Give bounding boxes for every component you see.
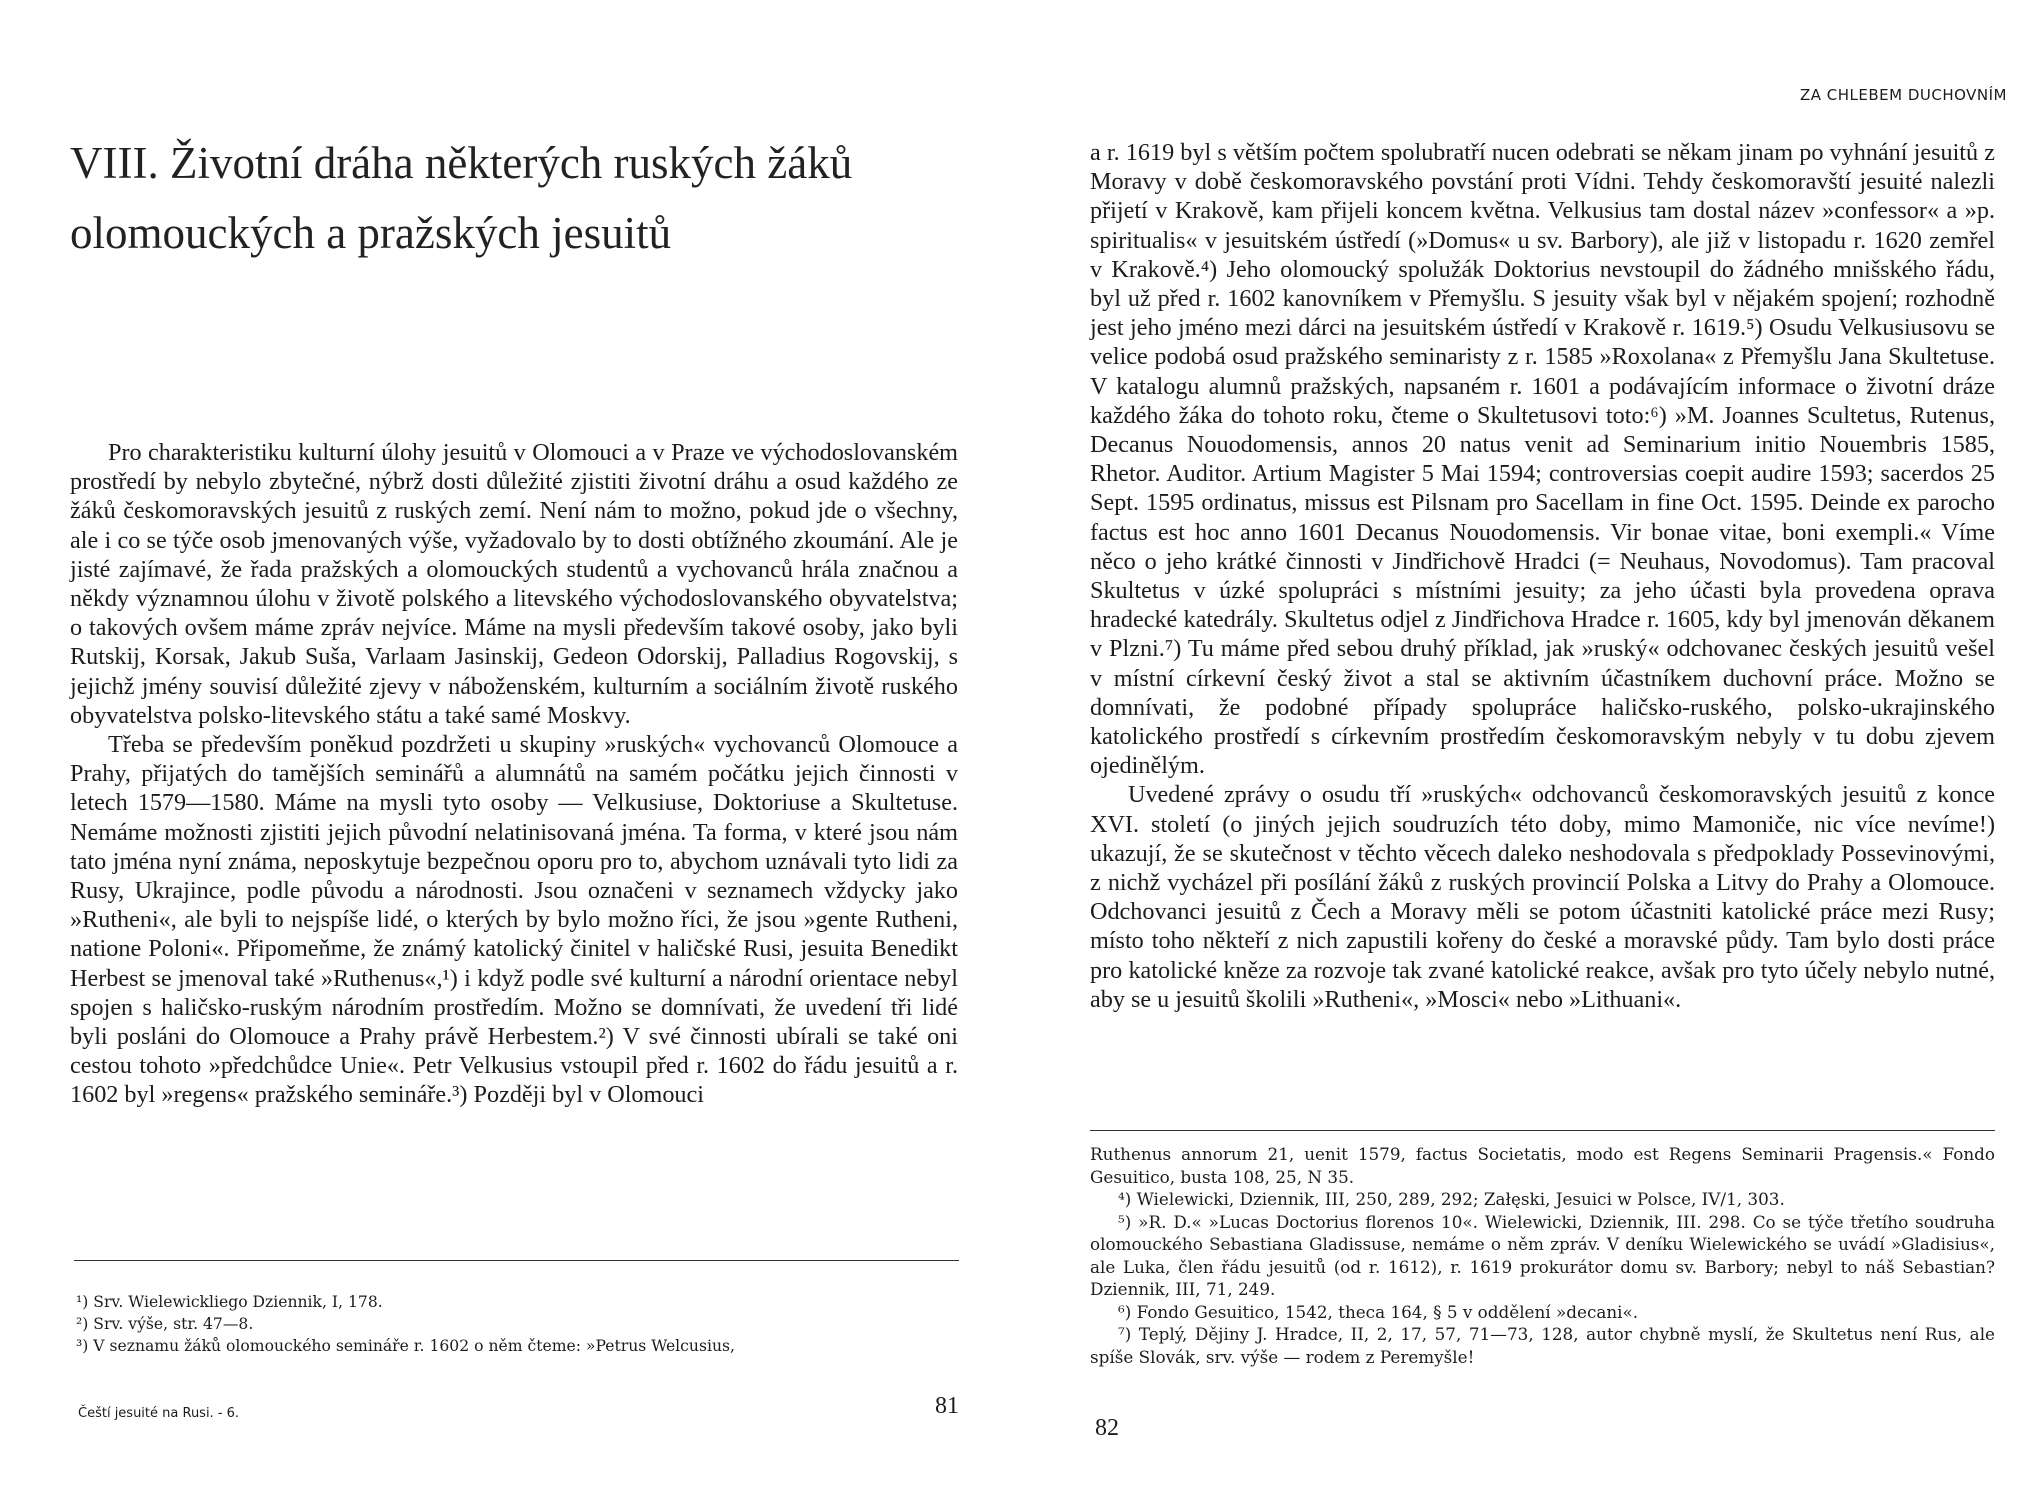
footnote: ³) V seznamu žáků olomouckého semináře r. 1602 o něm čteme: »Petrus Welcusius, <box>76 1337 735 1355</box>
page-number: 81 <box>935 1393 959 1419</box>
footnote: ⁵) »R. D.« »Lucas Doctorius florenos 10«. Wielewicki, Dziennik, III. 298. Co se týče třetího soudruha olomouckého Sebastiana Gladissuse, nemáme o něm zpráv. V deníku Wielewického se uvádí »Gladisius«, ale Luka, člen řádu jesuitů (od r. 1612), r. 1619 prokurátor domu sv. Barbory; nebyl to náš Sebastian? Dziennik, III, 71, 249. <box>1090 1211 1995 1299</box>
footnote-divider <box>74 1260 959 1261</box>
paragraph: Třeba se především poněkud pozdržeti u skupiny »ruských« vychovanců Olomouce a Prahy, přijatých do tamějších seminářů a alumnátů na samém počátku jejich činnosti v letech 1579—1580. Máme na mysli tyto osoby — Velkusiuse, Doktoriuse a Skultetuse. Nemáme možnosti zjistiti jejich původní nelatinisovaná jména. Ta forma, v které jsou nám tato jména nyní známa, neposkytuje bezpečnou oporu pro to, abychom uznávali tyto lidi za Rusy, Ukrajince, podle původu a národnosti. Jsou označeni v seznamech vždycky jako »Rutheni«, ale byli to nejspíše lidé, o kterých by bylo možno říci, že jsou »gente Rutheni, natione Poloni«. Připomeňme, že známý katolický činitel v haličské Rusi, jesuita Benedikt Herbest se jmenoval také »Ruthenus«,¹) i když podle své kulturní a národní orientace nebyl spojen s haličsko-ruským národním prostředím. Možno se domnívati, že uvedení tři lidé byli posláni do Olomouce a Prahy právě Herbestem.²) V své činnosti ubírali se také oni cestou tohoto »předchůdce Unie«. Petr Velkusius vstoupil před r. 1602 do řádu jesuitů a r. 1602 byl »regens« pražského semináře.³) Později byl v Olomouci <box>70 731 958 1109</box>
left-body-text <box>70 438 958 1110</box>
paragraph: Pro charakteristiku kulturní úlohy jesuitů v Olomouci a v Praze ve východoslovanském prostředí by nebylo zbytečné, nýbrž dosti důležité zjistiti životní dráhu a osud každého ze žáků českomoravských jesuitů z ruských zemí. Není nám to možno, pokud jde o všechny, ale i co se týče osob jmenovaných výše, vyžadovalo by to dosti obtížného zkoumání. Ale je jisté zajímavé, že řada pražských a olomouckých studentů a vychovanců hrála značnou a někdy významnou úlohu v životě polského a litevského východoslovanského obyvatelstva; o takových ovšem máme zpráv nejvíce. Máme na mysli především takové osoby, jako byli Rutskij, Korsak, Jakub Suša, Varlaam Jasinskij, Gedeon Odorskij, Palladius Rogovskij, s jejichž jmény souvisí důležité zjevy v náboženském, kulturním a sociálním životě ruského obyvatelstva polsko-litevského státu a také samé Moskvy. <box>70 439 958 729</box>
footnote: ²) Srv. výše, str. 47—8. <box>76 1315 254 1333</box>
right-body-text <box>1090 138 1995 1014</box>
paragraph: a r. 1619 byl s větším počtem spolubratří nucen odebrati se někam jinam po vyhnání jesuitů z Moravy v době českomoravského povstání proti Vídni. Tehdy českomoravští jesuité nalezli přijetí v Krakově, kam přijeli koncem května. Velkusius tam dostal název »confessor« a »p. spiritualis« v jesuitském ústředí (»Domus« u sv. Barbory), ale již v listopadu r. 1620 zemřel v Krakově.⁴) Jeho olomoucký spolužák Doktorius nevstoupil do žádného mnišského řádu, byl už před r. 1602 kanovníkem v Přemyšlu. S jesuity však byl v nějakém spojení; rozhodně jest jeho jméno mezi dárci na jesuitském ústředí v Krakově r. 1619.⁵) Osudu Velkusiusovu se velice podobá osud pražského seminaristy z r. 1585 »Roxolana« z Přemyšlu Jana Skultetuse. V katalogu alumnů pražských, napsaném r. 1601 a podávajícím informace o životní dráze každého žáka do tohoto roku, čteme o Skultetusovi toto:⁶) »M. Joannes Scultetus, Rutenus, Decanus Nouodomensis, annos 20 natus venit ad Seminarium initio Nouembris 1585, Rhetor. Auditor. Artium Magister 5 Mai 1594; controversias coepit audire 1593; sacerdos 25 Sept. 1595 ordinatus, missus est Pilsnam pro Sacellam in fine Oct. 1595. Deinde ex parocho factus est hoc anno 1601 Decanus Nouodomensis. Vir bonae vitae, boni exempli.« Víme něco o jeho krátké činnosti v Jindřichově Hradci (= Neuhaus, Novodomus). Tam pracoval Skultetus v úzké spolupráci s místními jesuity; za jeho účasti byla provedena oprava hradecké katedrály. Skultetus odjel z Jindřichova Hradce r. 1605, kdy byl jmenován děkanem v Plzni.⁷) Tu máme před sebou druhý příklad, jak »ruský« odchovanec českých jesuitů vešel v místní církevní český život a stal se aktivním účastníkem duchovní práce. Možno se domnívati, že podobné případy spolupráce haličsko-ruského, polsko-ukrajinského katolického prostředí s církevním prostředím českomoravským nebyly v tu dobu zjevem ojedinělým. <box>1090 139 1995 780</box>
footnote: ¹) Srv. Wielewickliego Dziennik, I, 178. <box>76 1293 383 1311</box>
footnote: ⁴) Wielewicki, Dziennik, III, 250, 289, 292; Załęski, Jesuici w Polsce, IV/1, 303. <box>1118 1189 1785 1209</box>
footnote: ⁶) Fondo Gesuitico, 1542, theca 164, § 5 v oddělení »decani«. <box>1118 1301 1639 1322</box>
page-number: 82 <box>1095 1415 1119 1441</box>
running-head: ZA CHLEBEM DUCHOVNÍM <box>1799 86 2007 104</box>
left-footnotes <box>76 1291 961 1357</box>
chapter-title: VIII. Životní dráha některých ruských žáků olomouckých a pražských jesuitů <box>70 138 853 258</box>
footnote-divider <box>1090 1130 1995 1131</box>
printer-signature: Čeští jesuité na Rusi. - 6. <box>78 1406 240 1421</box>
right-page <box>1017 0 2034 1500</box>
footnote: Ruthenus annorum 21, uenit 1579, factus Societatis, modo est Regens Seminarii Pragensis.« Fondo Gesuitico, busta 108, 25, N 35. <box>1090 1144 1995 1187</box>
footnote: ⁷) Teplý, Dějiny J. Hradce, II, 2, 17, 57, 71—73, 128, autor chybně myslí, že Skultetus není Rus, ale spíše Slovák, srv. výše — rodem z Peremyšle! <box>1090 1324 1995 1367</box>
right-footnotes <box>1090 1143 1995 1368</box>
paragraph: Uvedené zprávy o osudu tří »ruských« odchovanců českomoravských jesuitů z konce XVI. století (o jiných jejich soudruzích této doby, mimo Mamoniče, nic více nevíme!) ukazují, že se skutečnost v těchto věcech daleko neshodovala s předpoklady Possevinovými, z nichž vycházel při posílání žáků z ruských provincií Polska a Litvy do Prahy a Olomouce. Odchovanci jesuitů z Čech a Moravy měli se potom účastniti katolické práce mezi Rusy; místo toho někteří z nich zapustili kořeny do české a moravské půdy. Tam bylo dosti práce pro katolické kněze za rozvoje tak zvané katolické reakce, avšak pro tyto účely nebylo nutné, aby se u jesuitů školili »Rutheni«, »Mosci« nebo »Lithuani«. <box>1090 781 1995 1013</box>
